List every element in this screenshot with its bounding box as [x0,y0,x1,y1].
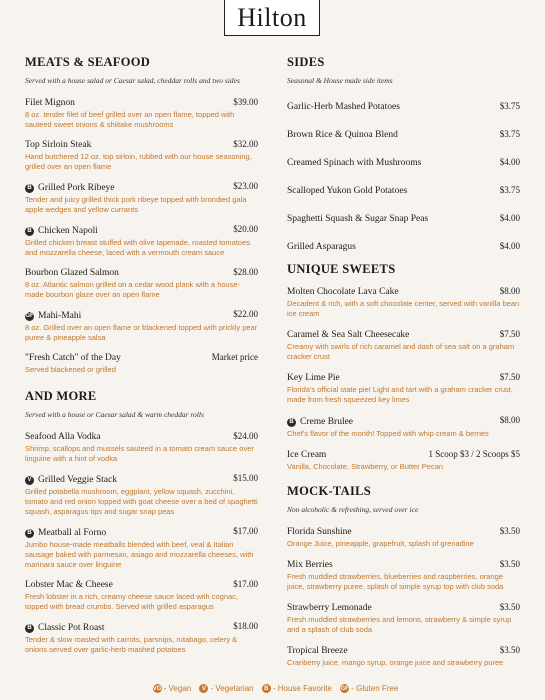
left-column [25,55,258,655]
item-name [287,102,400,112]
legend-vegan: - Vegan [163,684,192,693]
item-name-text: Bourbon Glazed Salmon [25,268,119,278]
menu-item [287,157,520,168]
item-name-text: Spaghetti Squash & Sugar Snap Peas [287,214,429,224]
more-list [25,431,258,655]
item-name-text: Classic Pot Roast [38,623,105,633]
item-description: 8 oz. Grilled over an open flame or blackened topped with prickly pear puree & pineapple salsa [25,323,258,342]
item-name-text: Top Sirloin Steak [25,140,92,150]
gluten-free-icon: GF [340,685,349,692]
item-price: $17.00 [233,526,258,536]
menu-item-row [25,579,258,590]
menu-item [25,526,258,570]
item-name-text: Creamed Spinach with Mushrooms [287,158,422,168]
item-name [287,450,326,460]
menu-item [287,372,520,405]
menu-item [25,621,258,655]
vegetarian-icon: V [199,684,208,693]
menu-item-row [287,372,520,383]
menu-item [25,139,258,172]
mocktails-list [287,526,520,668]
legend [0,684,545,693]
menu-item-row [287,559,520,570]
menu-item-row [25,309,258,321]
sweets-list [287,286,520,472]
item-name-text: Meatball al Forno [38,528,107,538]
menu-item [25,579,258,612]
item-price: $3.50 [499,526,520,536]
item-description: Orange Juice, pineapple, grapefruit, splash of grenadine [287,539,474,548]
item-description: Jumbo house-made meatballs blended with beef, veal & Italian sausage baked with parmesan, asiago and mozzarella cheeses, with marinara sauce over linguine [25,540,254,569]
item-description: Creamy with swirls of rich caramel and dash of sea salt on a graham cracker crust [287,342,515,361]
menu-item-row [25,97,258,108]
item-price: $39.00 [233,97,258,107]
item-name-text: Molten Chocolate Lava Cake [287,287,399,297]
item-description: Vanilla, Chocolate, Strawberry, or Butter Pecan [287,462,444,471]
item-price: Market price [211,352,258,362]
vegetarian-icon: V [25,476,34,485]
item-name [287,646,348,656]
menu-item [287,241,520,252]
menu-item-row [287,241,520,252]
item-price: $4.00 [499,213,520,223]
item-description: Fresh muddled strawberries, blueberries and raspberries, orange juice, strawberry puree, splash of simple syrup top with club soda [287,572,504,591]
house-favorite-icon: B [25,529,34,538]
item-description: Florida's official state pie! Light and tart with a graham cracker crust, made from fresh squeezed key limes [287,385,513,404]
section-title-more: AND MORE [25,389,97,403]
legend-gluten: - Gluten Free [351,684,399,693]
item-name-text: Caramel & Sea Salt Cheesecake [287,330,410,340]
house-favorite-icon: B [262,684,271,693]
meats-list [25,97,258,375]
item-name-text: Chicken Napoli [38,226,98,236]
menu-item-row [287,526,520,537]
item-description: Fresh lobster in a rich, creamy cheese sauce laced with cognac, topped with bread crumbs. Served with grilled asparagus [25,592,239,611]
item-description: Shrimp, scallops and mussels sauteed in a tomato cream sauce over linguine with a hint of vodka [25,444,254,463]
item-price: $3.50 [499,602,520,612]
item-name [25,353,121,363]
item-name-text: Mahi-Mahi [38,311,82,321]
item-price: $8.00 [499,286,520,296]
section-subtitle-mocktails: Non alcoholic & refreshing, served over ice [287,505,419,514]
menu-item-row [287,645,520,656]
item-name [25,432,101,442]
item-description: 8 oz. tender filet of beef grilled over an open flame, topped with sauteed sweet onions & shiitake mushrooms [25,110,235,129]
menu-item [287,415,520,439]
menu-item-row [287,286,520,297]
item-description: Grilled potabella mushroom, eggplant, yellow squash, zucchini, tomato and red onion topped with goat cheese over a bed of spaghetti squash, asparagus tips and sugar snap peas [25,487,258,516]
menu-item [287,602,520,635]
item-description: Hand butchered 12 oz. top sirloin, rubbed with our house seasoning, grilled over an open flame [25,152,252,171]
hilton-logo: Hilton [224,0,320,36]
item-description: Fresh muddled strawberries and lemons, strawberry & simple syrup and a splash of club soda [287,615,512,634]
item-name-text: Seafood Alla Vodka [25,432,101,442]
menu-item-row [287,129,520,140]
item-name-text: Grilled Veggie Stack [38,475,117,485]
menu-item-row [25,224,258,236]
item-name [25,475,117,485]
section-subtitle-sides: Seasonal & House made side items [287,76,393,85]
menu-item-row [287,185,520,196]
item-price: 1 Scoop $3 / 2 Scoops $5 [428,449,520,459]
menu-item-row [25,473,258,485]
item-name [25,580,113,590]
item-name [287,130,398,140]
item-name [287,560,333,570]
section-title-sides: SIDES [287,55,325,69]
item-price: $8.00 [499,415,520,425]
house-favorite-icon: B [25,624,34,633]
item-name-text: Scalloped Yukon Gold Potatoes [287,186,408,196]
menu-item-row [25,267,258,278]
item-name-text: Grilled Pork Ribeye [38,183,115,193]
menu-item-row [287,101,520,112]
item-name [25,528,106,538]
menu-item [287,645,520,668]
house-favorite-icon: B [25,227,34,236]
menu-item [25,309,258,343]
item-name [25,226,98,236]
item-name [287,242,356,252]
item-price: $4.00 [499,241,520,251]
item-description: Decadent & rich, with a soft chocolate center, served with vanilla bean ice cream [287,299,520,318]
item-description: 8 oz. Atlantic salmon grilled on a cedar wood plank with a house-made bourbon glaze over an open flame [25,280,241,299]
item-price: $18.00 [233,621,258,631]
menu-item [287,526,520,549]
item-price: $15.00 [233,473,258,483]
item-name-text: Strawberry Lemonade [287,603,372,613]
item-price: $3.75 [499,129,520,139]
item-description: Grilled chicken breast stuffed with olive tapenade, roasted tomatoes and mozzarella cheese, laced with a vermouth cream sauce [25,238,250,257]
house-favorite-icon: B [25,184,34,193]
item-name-text: Florida Sunshine [287,527,352,537]
item-name [287,186,407,196]
item-name [287,158,421,168]
gluten-free-icon: GF [25,313,34,319]
section-title-sweets: UNIQUE SWEETS [287,262,396,276]
item-price: $7.50 [499,372,520,382]
item-name-text: Lobster Mac & Cheese [25,580,113,590]
legend-favorite: - House Favorite [272,684,332,693]
menu-item [287,129,520,140]
item-name [287,287,399,297]
item-name-text: Garlic-Herb Mashed Potatoes [287,102,400,112]
item-name-text: Tropical Breeze [287,646,348,656]
house-favorite-icon: B [287,418,296,427]
menu-item [287,213,520,224]
menu-item-row [287,415,520,427]
item-price: $3.75 [499,101,520,111]
vegan-icon: VG [152,685,162,692]
item-name-text: Key Lime Pie [287,373,340,383]
menu-item [25,431,258,464]
section-subtitle-more: Served with a house or Caesar salad & warm cheddar rolls [25,410,204,419]
menu-item-row [287,602,520,613]
menu-item [287,449,520,472]
menu-item [287,329,520,362]
menu-item-row [25,181,258,193]
menu-item [287,101,520,112]
item-name-text: Filet Mignon [25,98,75,108]
item-name-text: Creme Brulee [300,417,354,427]
menu-item-row [25,526,258,538]
item-price: $24.00 [233,431,258,441]
item-name [287,214,428,224]
item-name [287,603,372,613]
item-description: Cranberry juice, mango syrup, orange juice and strawberry puree [287,658,504,667]
menu-item-row [287,329,520,340]
menu-item-row [287,157,520,168]
item-price: $17.00 [233,579,258,589]
item-price: $23.00 [233,181,258,191]
menu-item [287,185,520,196]
item-price: $7.50 [499,329,520,339]
item-description: Chef's flavor of the month! Topped with whip cream & berries [287,429,489,438]
item-name [25,623,105,633]
item-description: Served blackened or grilled [25,365,116,374]
menu-item [287,559,520,592]
item-price: $22.00 [233,309,258,319]
menu-item-row [25,431,258,442]
item-name-text: "Fresh Catch" of the Day [25,353,121,363]
item-name [25,98,75,108]
menu-item [25,181,258,215]
item-name [25,183,115,193]
menu-item [25,224,258,258]
menu-item-row [25,352,258,363]
item-name [287,330,409,340]
item-price: $20.00 [233,224,258,234]
item-price: $3.75 [499,185,520,195]
menu-item [287,286,520,319]
item-name [25,311,81,321]
menu-item-row [287,449,520,460]
item-price: $28.00 [233,267,258,277]
menu-item [25,97,258,130]
item-name-text: Ice Cream [287,450,327,460]
menu-item-row [287,213,520,224]
menu-item-row [25,139,258,150]
menu-item [25,473,258,517]
menu-item [25,267,258,300]
section-title-meats: MEATS & SEAFOOD [25,55,151,69]
item-price: $4.00 [499,157,520,167]
item-description: Tender and juicy grilled thick pork ribeye topped with brondied gala apple wedges and yellow currants [25,195,247,214]
item-name-text: Brown Rice & Quinoa Blend [287,130,398,140]
item-name [287,527,352,537]
item-price: $32.00 [233,139,258,149]
menu-item-row [25,621,258,633]
item-description: Tender & slow roasted with carrots, parsnips, rutabago, celery & onions served over garlic-herb mashed potatoes [25,635,238,654]
item-name-text: Grilled Asparagus [287,242,356,252]
legend-vegetarian: - Vegetarian [210,684,254,693]
item-price: $3.50 [499,559,520,569]
item-price: $3.50 [499,645,520,655]
item-name [287,417,353,427]
section-subtitle-meats: Served with a house salad or Caesar salad, cheddar rolls and two sides [25,76,240,85]
section-title-mocktails: MOCK-TAILS [287,484,372,498]
item-name-text: Mix Berries [287,560,333,570]
item-name [25,268,119,278]
item-name [287,373,340,383]
right-column [287,55,520,668]
menu-item [25,352,258,375]
item-name [25,140,91,150]
sides-list [287,101,520,252]
